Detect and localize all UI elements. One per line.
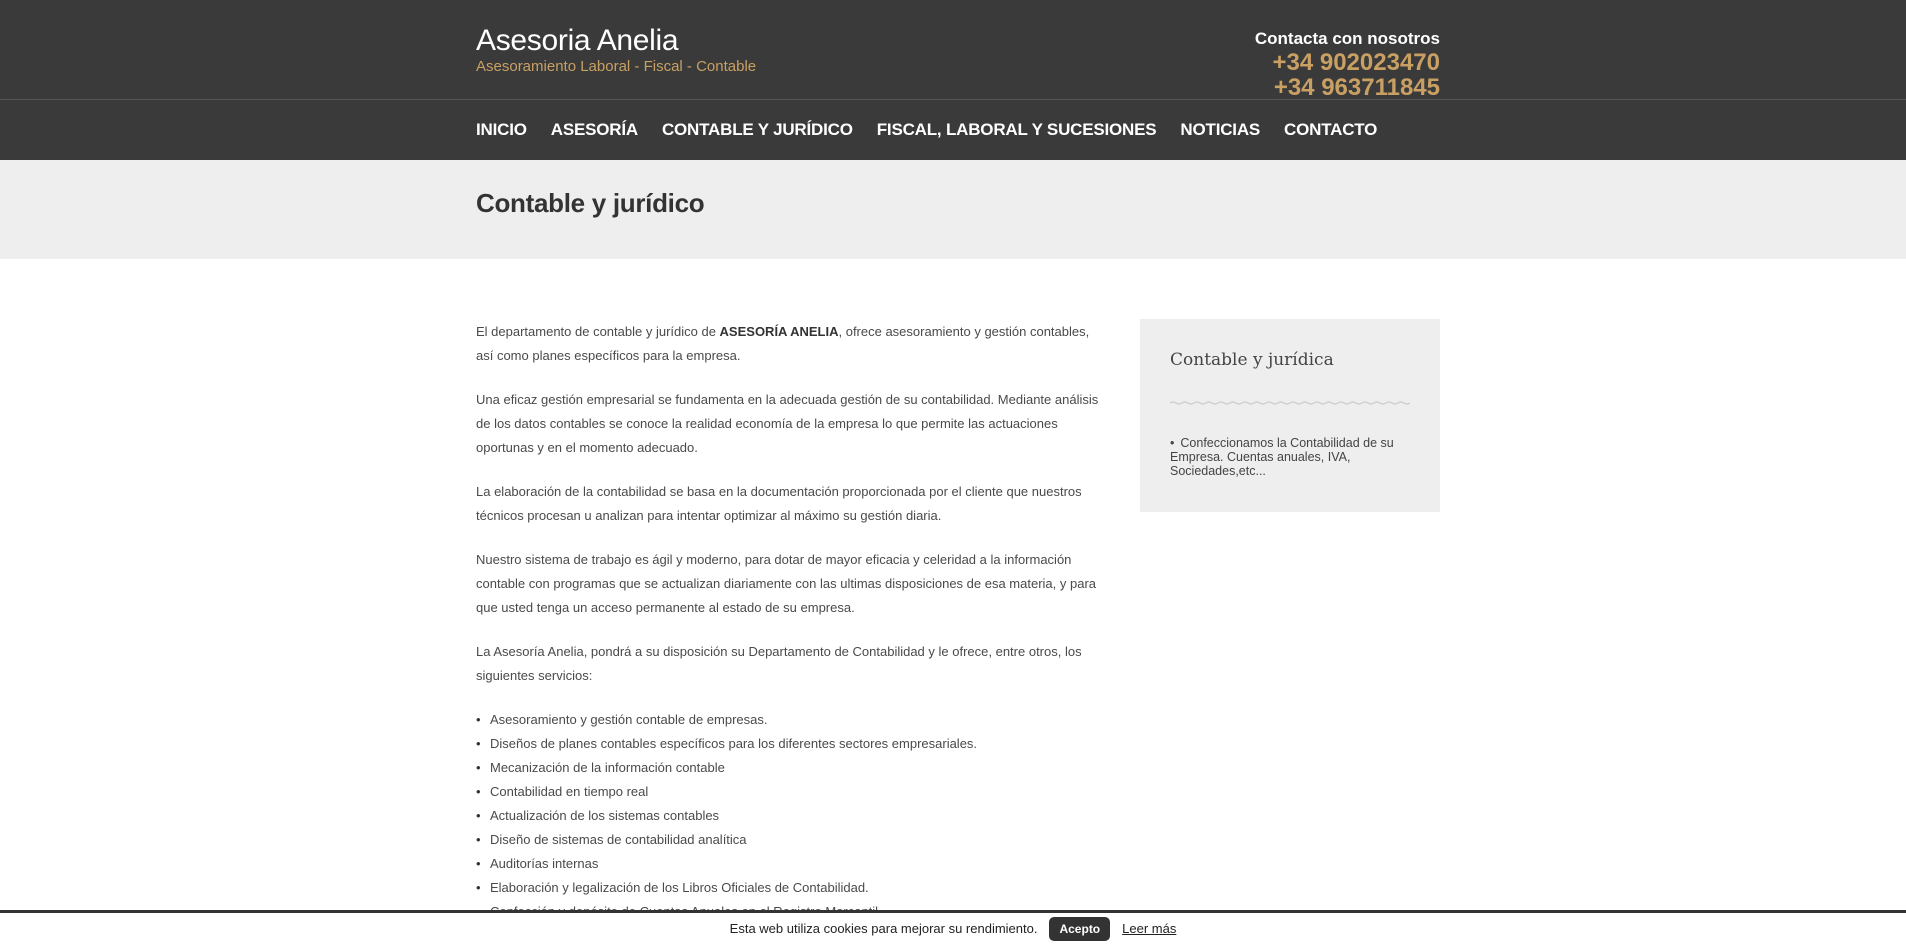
page-title-bar [0,160,1906,259]
list-item: • Diseño de sistemas de contabilidad analítica [476,828,1110,852]
phone-1[interactable]: +34 902023470 [1272,49,1440,76]
accept-cookies-button[interactable]: Acepto [1049,917,1110,941]
main-content [476,320,1110,924]
paragraph-3: La elaboración de la contabilidad se basa en la documentación proporcionada por el cliente que nuestros técnicos procesan u analizan para intentar optimizar al máximo su gestión diaria. [476,484,1082,523]
phone-2[interactable]: +34 963711845 [1273,74,1440,101]
intro-text-end: , ofrece asesoramiento y gestión contables, así como planes específicos para la empresa. [476,324,1090,363]
main-nav [476,100,1401,160]
page-title: Contable y jurídico [476,188,705,218]
sidebar-title: Contable y jurídica [1170,350,1334,370]
company-name: ASESORÍA ANELIA [719,324,839,339]
contact-label: Contacta con nosotros [1254,29,1440,48]
site-tagline: Asesoramiento Laboral - Fiscal - Contable [476,58,757,75]
intro-paragraph [476,320,1110,368]
list-item: • Elaboración y legalización de los Libros Oficiales de Contabilidad. [476,876,1110,900]
sidebar-list [1170,436,1410,478]
sidebar-list-item[interactable]: • Confeccionamos la Contabilidad de su Empresa. Cuentas anuales, IVA, Sociedades,etc... [1170,436,1410,478]
paragraph-4: Nuestro sistema de trabajo es ágil y moderno, para dotar de mayor eficacia y celeridad a la información contable con programas que se actualizan diariamente con las ultimas disposiciones de esa materia, y para que usted tenga un acceso permanente al estado de su empresa. [476,552,1097,615]
list-item: • Auditorías internas [476,852,1110,876]
paragraph-5: La Asesoría Anelia, pondrá a su disposición su Departamento de Contabilidad y le ofrece, entre otros, los siguientes servicios: [476,644,1082,683]
services-list [476,708,1110,924]
nav-noticias[interactable]: NOTICIAS [1180,120,1261,139]
header-top [0,0,1906,100]
list-item: • Actualización de los sistemas contables [476,804,1110,828]
cookie-banner [0,910,1906,944]
nav-contable-juridico[interactable]: CONTABLE Y JURÍDICO [661,120,853,139]
intro-text-start: El departamento de contable y jurídico de [476,324,720,339]
sidebar-widget [1140,319,1440,512]
list-item: • Mecanización de la información contable [476,756,1110,780]
list-item: • Contabilidad en tiempo real [476,780,1110,804]
list-item: • Asesoramiento y gestión contable de empresas. [476,708,1110,732]
site-title[interactable]: Asesoria Anelia [476,24,679,57]
nav-contacto[interactable]: CONTACTO [1284,120,1378,139]
paragraph-2: Una eficaz gestión empresarial se fundamenta en la adecuada gestión de su contabilidad. Mediante análisis de los datos contables se conoce la realidad economía de la empresa lo que permite las actuaciones oportunas y en el momento adecuado. [476,392,1099,455]
wavy-divider [1170,401,1410,405]
site-header [0,0,1906,160]
read-more-link[interactable]: Leer más [1122,921,1177,936]
contact-block [1255,28,1440,100]
nav-asesoria[interactable]: ASESORÍA [550,120,638,139]
cookie-text: Esta web utiliza cookies para mejorar su rendimiento. [729,921,1038,936]
list-item: • Diseños de planes contables específicos para los diferentes sectores empresariales. [476,732,1110,756]
nav-inicio[interactable]: INICIO [476,120,527,139]
nav-fiscal-laboral[interactable]: FISCAL, LABORAL Y SUCESIONES [876,120,1157,139]
